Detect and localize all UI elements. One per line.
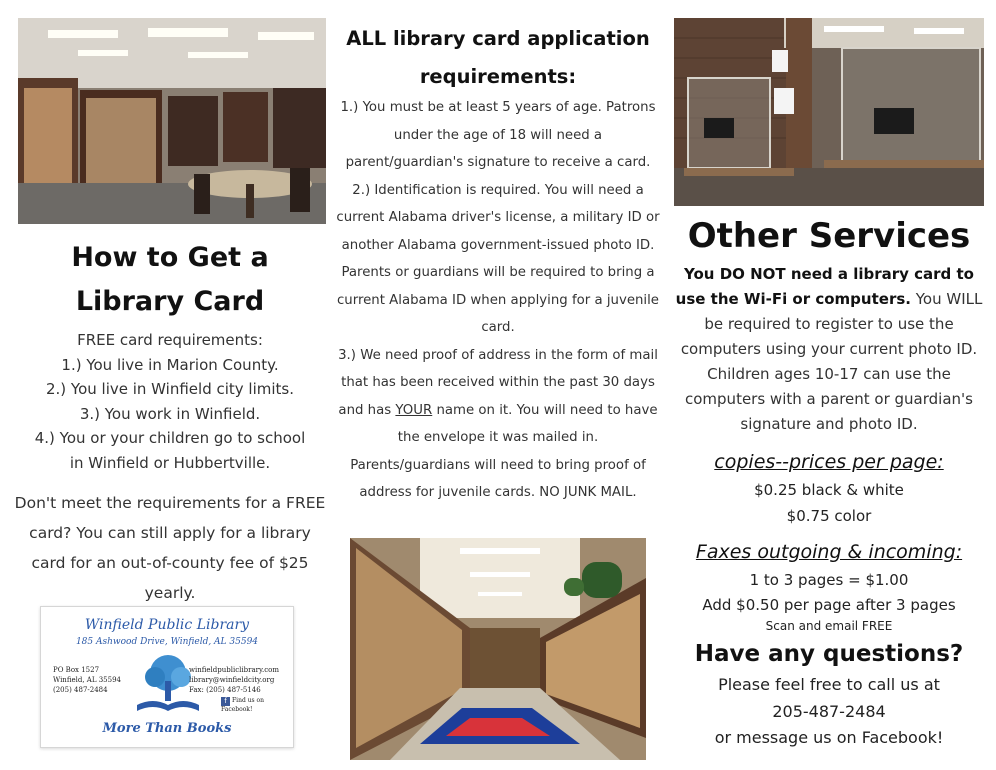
fax-additional-price-line: Add $0.50 per page after 3 pages: [702, 596, 956, 614]
other-services-title: Other Services: [687, 216, 971, 256]
wifi-computers-info: You DO NOT need a library card to use the Wi-Fi or computers. You WILL be required to register to use the computers using your current photo ID. Children ages 10-17 can use the computers with a parent or guardian's signature and photo ID.: [675, 265, 983, 433]
copies-heading: copies--prices per page:: [714, 451, 944, 473]
card-mailing-info: PO Box 1527 Winfield, AL 35594 (205) 487-2484: [53, 666, 121, 694]
how-to-get-card-title: How to Get a Library Card: [71, 242, 269, 317]
requirement-line: FREE card requirements:: [77, 331, 263, 349]
requirement-line: in Winfield or Hubbertville.: [69, 453, 271, 472]
questions-heading: Have any questions?: [694, 641, 964, 667]
copies-color-price: $0.75 color: [786, 507, 872, 525]
requirement-proof-of-address: 3.) We need proof of address in the form of mail that has been received within the past 30 days and has YOUR name on it. You will need to have the envelope it was mailed in. Parents/guardians will need to bring proof of address for juvenile cards. NO JUNK MAIL.: [338, 347, 658, 500]
card-facebook: f Find us on Facebook!: [221, 697, 265, 713]
library-business-card: [40, 606, 294, 748]
phone-number: 205-487-2484: [772, 701, 886, 721]
card-address: 185 Ashwood Drive, Winfield, AL 35594: [75, 637, 259, 647]
contact-info: Please feel free to call us at 205-487-2484 or message us on Facebook!: [670, 672, 988, 752]
library-aisle-photo: [350, 538, 646, 760]
requirement-age: 1.) You must be at least 5 years of age. Patrons under the age of 18 will need a parent/guardian's signature to receive a card.: [340, 100, 656, 170]
library-interior-photo: [18, 18, 326, 224]
card-library-name: Winfield Public Library: [84, 617, 250, 633]
right-column: [670, 0, 988, 770]
requirement-line: 1.) You live in Marion County.: [61, 355, 279, 374]
card-contact-info: winfieldpubliclibrary.com library@winfieldcity.org Fax: (205) 487-5146: [189, 666, 279, 694]
requirement-line: 3.) You work in Winfield.: [79, 404, 261, 423]
requirement-identification: 2.) Identification is required. You will need a current Alabama driver's license, a military ID or another Alabama government-issued photo ID. Parents or guardians will be required to bring a current Alabama ID when applying for a juvenile card.: [336, 182, 660, 335]
out-of-county-note: Don't meet the requirements for a FREE card? You can still apply for a library card for an out-of-county fee of $25 yearly.: [14, 494, 326, 602]
computer-area-photo: [674, 18, 984, 206]
facebook-icon: f: [221, 697, 230, 706]
scan-email-line: Scan and email FREE: [765, 619, 893, 633]
faxes-heading: Faxes outgoing & incoming:: [695, 541, 963, 563]
requirement-line: 2.) You live in Winfield city limits.: [45, 380, 295, 398]
free-card-requirements: [14, 328, 326, 475]
application-requirements-body: [336, 94, 660, 507]
copies-black-white-price: $0.25 black & white: [754, 481, 904, 499]
left-column: [14, 0, 326, 770]
middle-column: [336, 0, 660, 770]
application-requirements-title: ALL library card application requirements:: [346, 27, 650, 88]
fax-price-line: 1 to 3 pages = $1.00: [749, 571, 909, 589]
card-tagline: More Than Books: [102, 721, 232, 736]
requirement-line: 4.) You or your children go to school: [34, 429, 306, 447]
